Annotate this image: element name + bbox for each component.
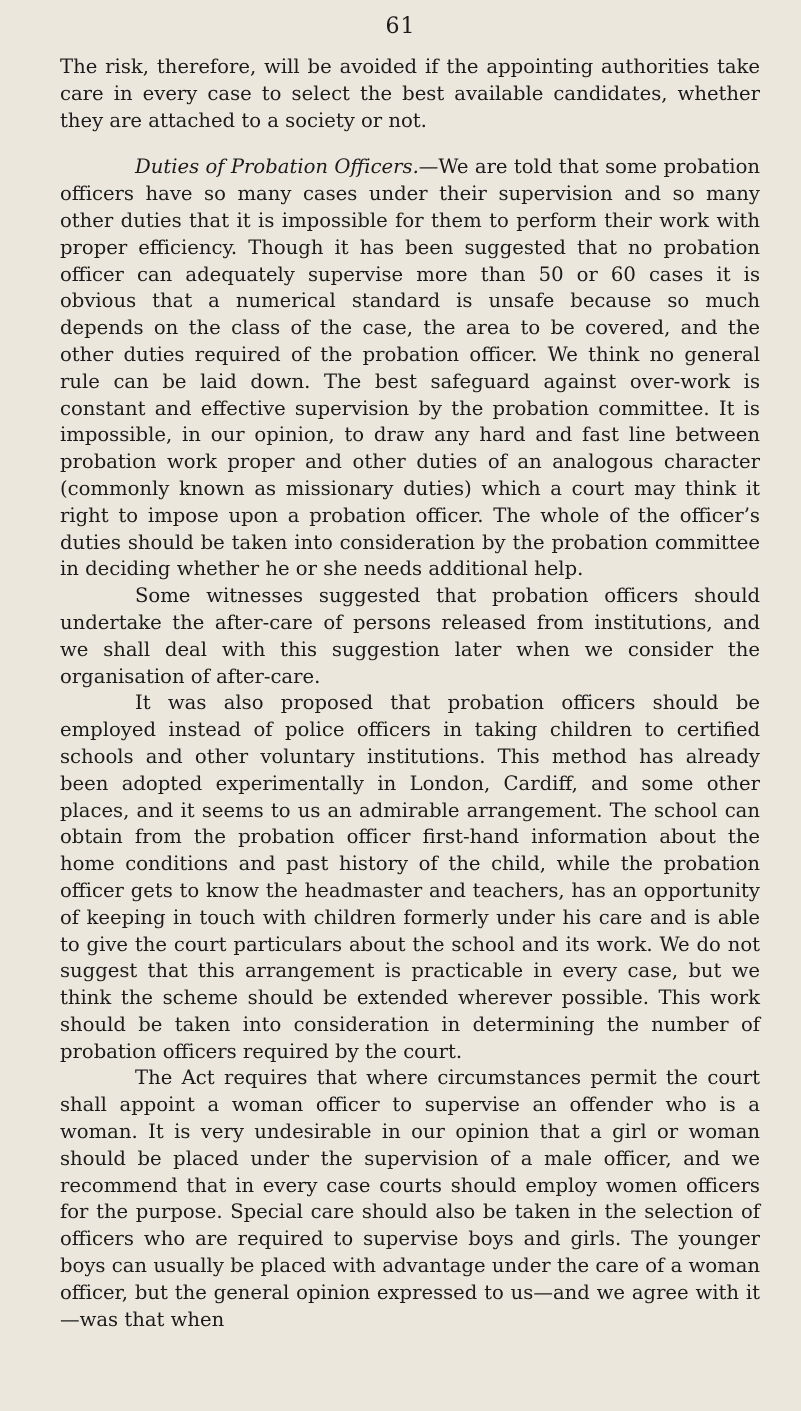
paragraph-5: The Act requires that where circumstances permit the court shall appoint a woman officer to supervise an offender who is a woman. It is very undesirable in our opinion that a girl or woman should be placed under the supervision of a male officer, and we recommend that in every case courts should employ women officers for the purpose. Special care should also be taken in the selection of officers who are required to supervise boys and girls. The younger boys can usually be placed with advantage under the care of a woman officer, but the general opinion expressed to us—and we agree with it—was that when — [60, 1066, 760, 1331]
paragraph-2-text: —We are told that some probation officers have so many cases under their supervision and so many other duties that it is impossible for them to perform their work with proper efficiency. Though it has been suggested that no probation officer can adequately supervise more than 50 or 60 cases it is obvious that a numerical standard is unsafe because so much depends on the class of the case, the area to be covered, and the other duties required of the probation officer. We think no general rule can be laid down. The best safeguard against over-work is constant and effective supervision by the probation committee. It is impossible, in our opinion, to draw any hard and fast line between probation work proper and other duties of an analogous character (commonly known as missionary duties) which a court may think it right to impose upon a probation officer. The whole of the officer’s duties should be taken into consideration by the probation committee in deciding whether he or she needs additional help. — [60, 155, 760, 581]
body-text — [60, 54, 760, 1333]
paragraph-4: It was also proposed that probation officers should be employed instead of police officers in taking children to certified schools and other voluntary institutions. This method has already been adopted experimentally in London, Cardiff, and some other places, and it seems to us an admirable arrangement. The school can obtain from the probation officer first-hand information about the home conditions and past history of the child, while the probation officer gets to know the headmaster and teachers, has an opportunity of keeping in touch with children formerly under his care and is able to give the court particulars about the school and its work. We do not suggest that this arrangement is practicable in every case, but we think the scheme should be extended wherever possible. This work should be taken into consideration in determining the number of probation officers required by the court. — [60, 691, 760, 1063]
paragraph-3: Some witnesses suggested that probation officers should undertake the after-care of persons released from institutions, and we shall deal with this suggestion later when we consider the organisation of after-care. — [60, 584, 760, 688]
page-number: 61 — [385, 14, 416, 39]
paragraph-2 — [60, 154, 760, 583]
section-heading-duties: Duties of Probation Officers. — [135, 155, 419, 179]
paragraph-1: The risk, therefore, will be avoided if the appointing authorities take care in every case to select the best available candidates, whether they are attached to a society or not. — [60, 55, 760, 132]
